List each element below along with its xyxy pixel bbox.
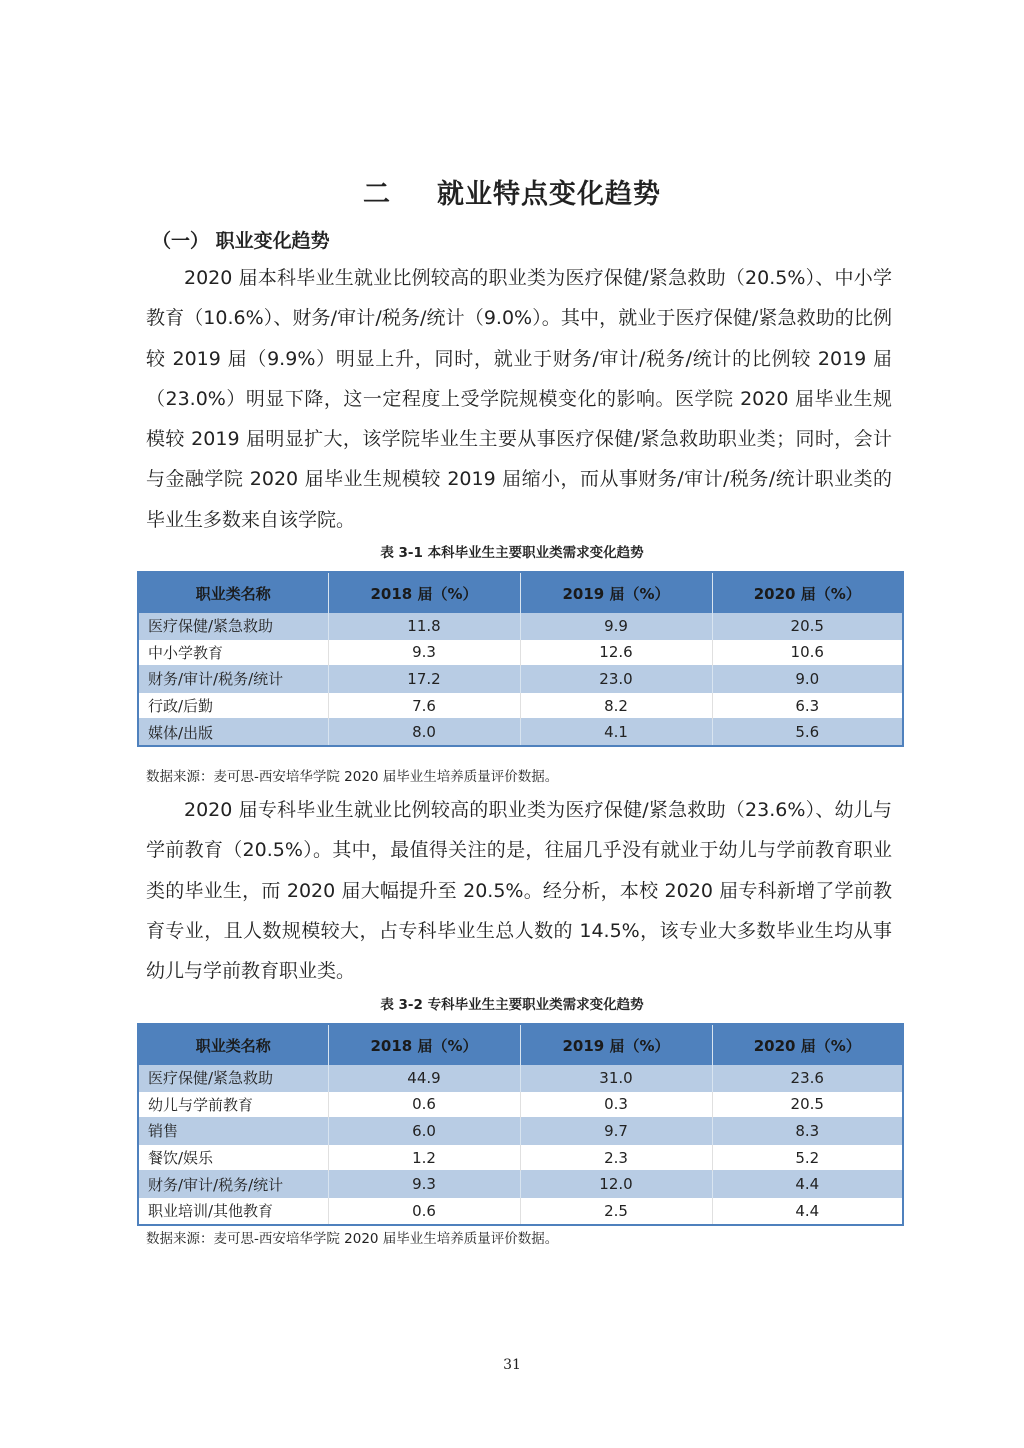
cell-occupation: 财务/审计/税务/统计: [138, 666, 328, 693]
paragraph-2: 2020 届专科毕业生就业比例较高的职业类为医疗保健/紧急救助（23.6%）、幼儿与学前教育（20.5%）。其中，最值得关注的是，往届几乎没有就业于幼儿与学前教育职业类的毕业生，而 2020 届大幅提升至 20.5%。经分析，本校 2020 届专科新增了学前教育专业，且人数规模较大，占专科毕业生总人数的 14.5%，该专业大多数毕业生均从事幼儿与学前教育职业类。: [146, 799, 892, 983]
column-header: 2020 届（%）: [712, 1024, 903, 1065]
cell-value: 0.6: [328, 1197, 520, 1224]
cell-value: 9.3: [328, 1171, 520, 1198]
cell-occupation: 餐饮/娱乐: [138, 1144, 328, 1171]
cell-value: 8.3: [712, 1118, 903, 1145]
cell-value: 4.4: [712, 1171, 903, 1198]
cell-value: 2.5: [520, 1197, 712, 1224]
table-row: [138, 1197, 903, 1224]
cell-value: 23.6: [712, 1065, 903, 1091]
cell-value: 4.4: [712, 1197, 903, 1224]
cell-value: 0.3: [520, 1091, 712, 1118]
table-2: [137, 1023, 904, 1226]
column-header: 2018 届（%）: [328, 572, 520, 613]
section-title: （一） 职业变化趋势: [152, 230, 330, 252]
cell-value: 44.9: [328, 1065, 520, 1091]
cell-value: 8.2: [520, 692, 712, 719]
column-header: 职业类名称: [138, 1024, 328, 1065]
table-1: [137, 571, 904, 747]
table-row: [138, 692, 903, 719]
table-2-caption: 表 3-2 专科毕业生主要职业类需求变化趋势: [380, 997, 644, 1013]
cell-occupation: 媒体/出版: [138, 719, 328, 746]
table-row: [138, 666, 903, 693]
cell-value: 8.0: [328, 719, 520, 746]
cell-value: 9.7: [520, 1118, 712, 1145]
table-row: [138, 1171, 903, 1198]
cell-occupation: 行政/后勤: [138, 692, 328, 719]
cell-value: 9.0: [712, 666, 903, 693]
cell-occupation: 财务/审计/税务/统计: [138, 1171, 328, 1198]
cell-value: 20.5: [712, 1091, 903, 1118]
chapter-title: [0, 172, 1024, 211]
cell-value: 0.6: [328, 1091, 520, 1118]
cell-value: 5.6: [712, 719, 903, 746]
table-row: [138, 613, 903, 639]
cell-value: 5.2: [712, 1144, 903, 1171]
table-row: [138, 1144, 903, 1171]
table-row: [138, 719, 903, 746]
cell-value: 6.3: [712, 692, 903, 719]
cell-value: 6.0: [328, 1118, 520, 1145]
table-2-source: 数据来源：麦可思-西安培华学院 2020 届毕业生培养质量评价数据。: [146, 1231, 559, 1247]
cell-occupation: 职业培训/其他教育: [138, 1197, 328, 1224]
column-header: 2018 届（%）: [328, 1024, 520, 1065]
column-header: 2020 届（%）: [712, 572, 903, 613]
table-header-row: [138, 1024, 903, 1065]
table-row: [138, 1091, 903, 1118]
cell-value: 4.1: [520, 719, 712, 746]
column-header: 2019 届（%）: [520, 572, 712, 613]
table-header-row: [138, 572, 903, 613]
cell-value: 9.3: [328, 639, 520, 666]
cell-occupation: 医疗保健/紧急救助: [138, 1065, 328, 1091]
table-row: [138, 1065, 903, 1091]
table-1-caption: 表 3-1 本科毕业生主要职业类需求变化趋势: [380, 545, 644, 561]
chapter-heading: 就业特点变化趋势: [437, 179, 661, 210]
cell-value: 2.3: [520, 1144, 712, 1171]
cell-occupation: 销售: [138, 1118, 328, 1145]
cell-value: 11.8: [328, 613, 520, 639]
chapter-number: 二: [363, 179, 391, 210]
cell-occupation: 中小学教育: [138, 639, 328, 666]
cell-value: 7.6: [328, 692, 520, 719]
cell-value: 9.9: [520, 613, 712, 639]
cell-value: 12.6: [520, 639, 712, 666]
cell-occupation: 幼儿与学前教育: [138, 1091, 328, 1118]
cell-value: 20.5: [712, 613, 903, 639]
paragraph-1: 2020 届本科毕业生就业比例较高的职业类为医疗保健/紧急救助（20.5%）、中小学教育（10.6%）、财务/审计/税务/统计（9.0%）。其中，就业于医疗保健/紧急救助的比例较 2019 届（9.9%）明显上升，同时，就业于财务/审计/税务/统计的比例较 2019 届（23.0%）明显下降，这一定程度上受学院规模变化的影响。医学院 2020 届毕业生规模较 2019 届明显扩大，该学院毕业生主要从事医疗保健/紧急救助职业类；同时，会计与金融学院 2020 届毕业生规模较 2019 届缩小，而从事财务/审计/税务/统计职业类的毕业生多数来自该学院。: [146, 267, 892, 531]
page-number: 31: [503, 1357, 521, 1373]
cell-value: 31.0: [520, 1065, 712, 1091]
table-1-source: 数据来源：麦可思-西安培华学院 2020 届毕业生培养质量评价数据。: [146, 769, 559, 785]
cell-value: 12.0: [520, 1171, 712, 1198]
cell-value: 17.2: [328, 666, 520, 693]
table-row: [138, 1118, 903, 1145]
column-header: 职业类名称: [138, 572, 328, 613]
column-header: 2019 届（%）: [520, 1024, 712, 1065]
cell-value: 23.0: [520, 666, 712, 693]
cell-value: 10.6: [712, 639, 903, 666]
cell-value: 1.2: [328, 1144, 520, 1171]
cell-occupation: 医疗保健/紧急救助: [138, 613, 328, 639]
table-row: [138, 639, 903, 666]
